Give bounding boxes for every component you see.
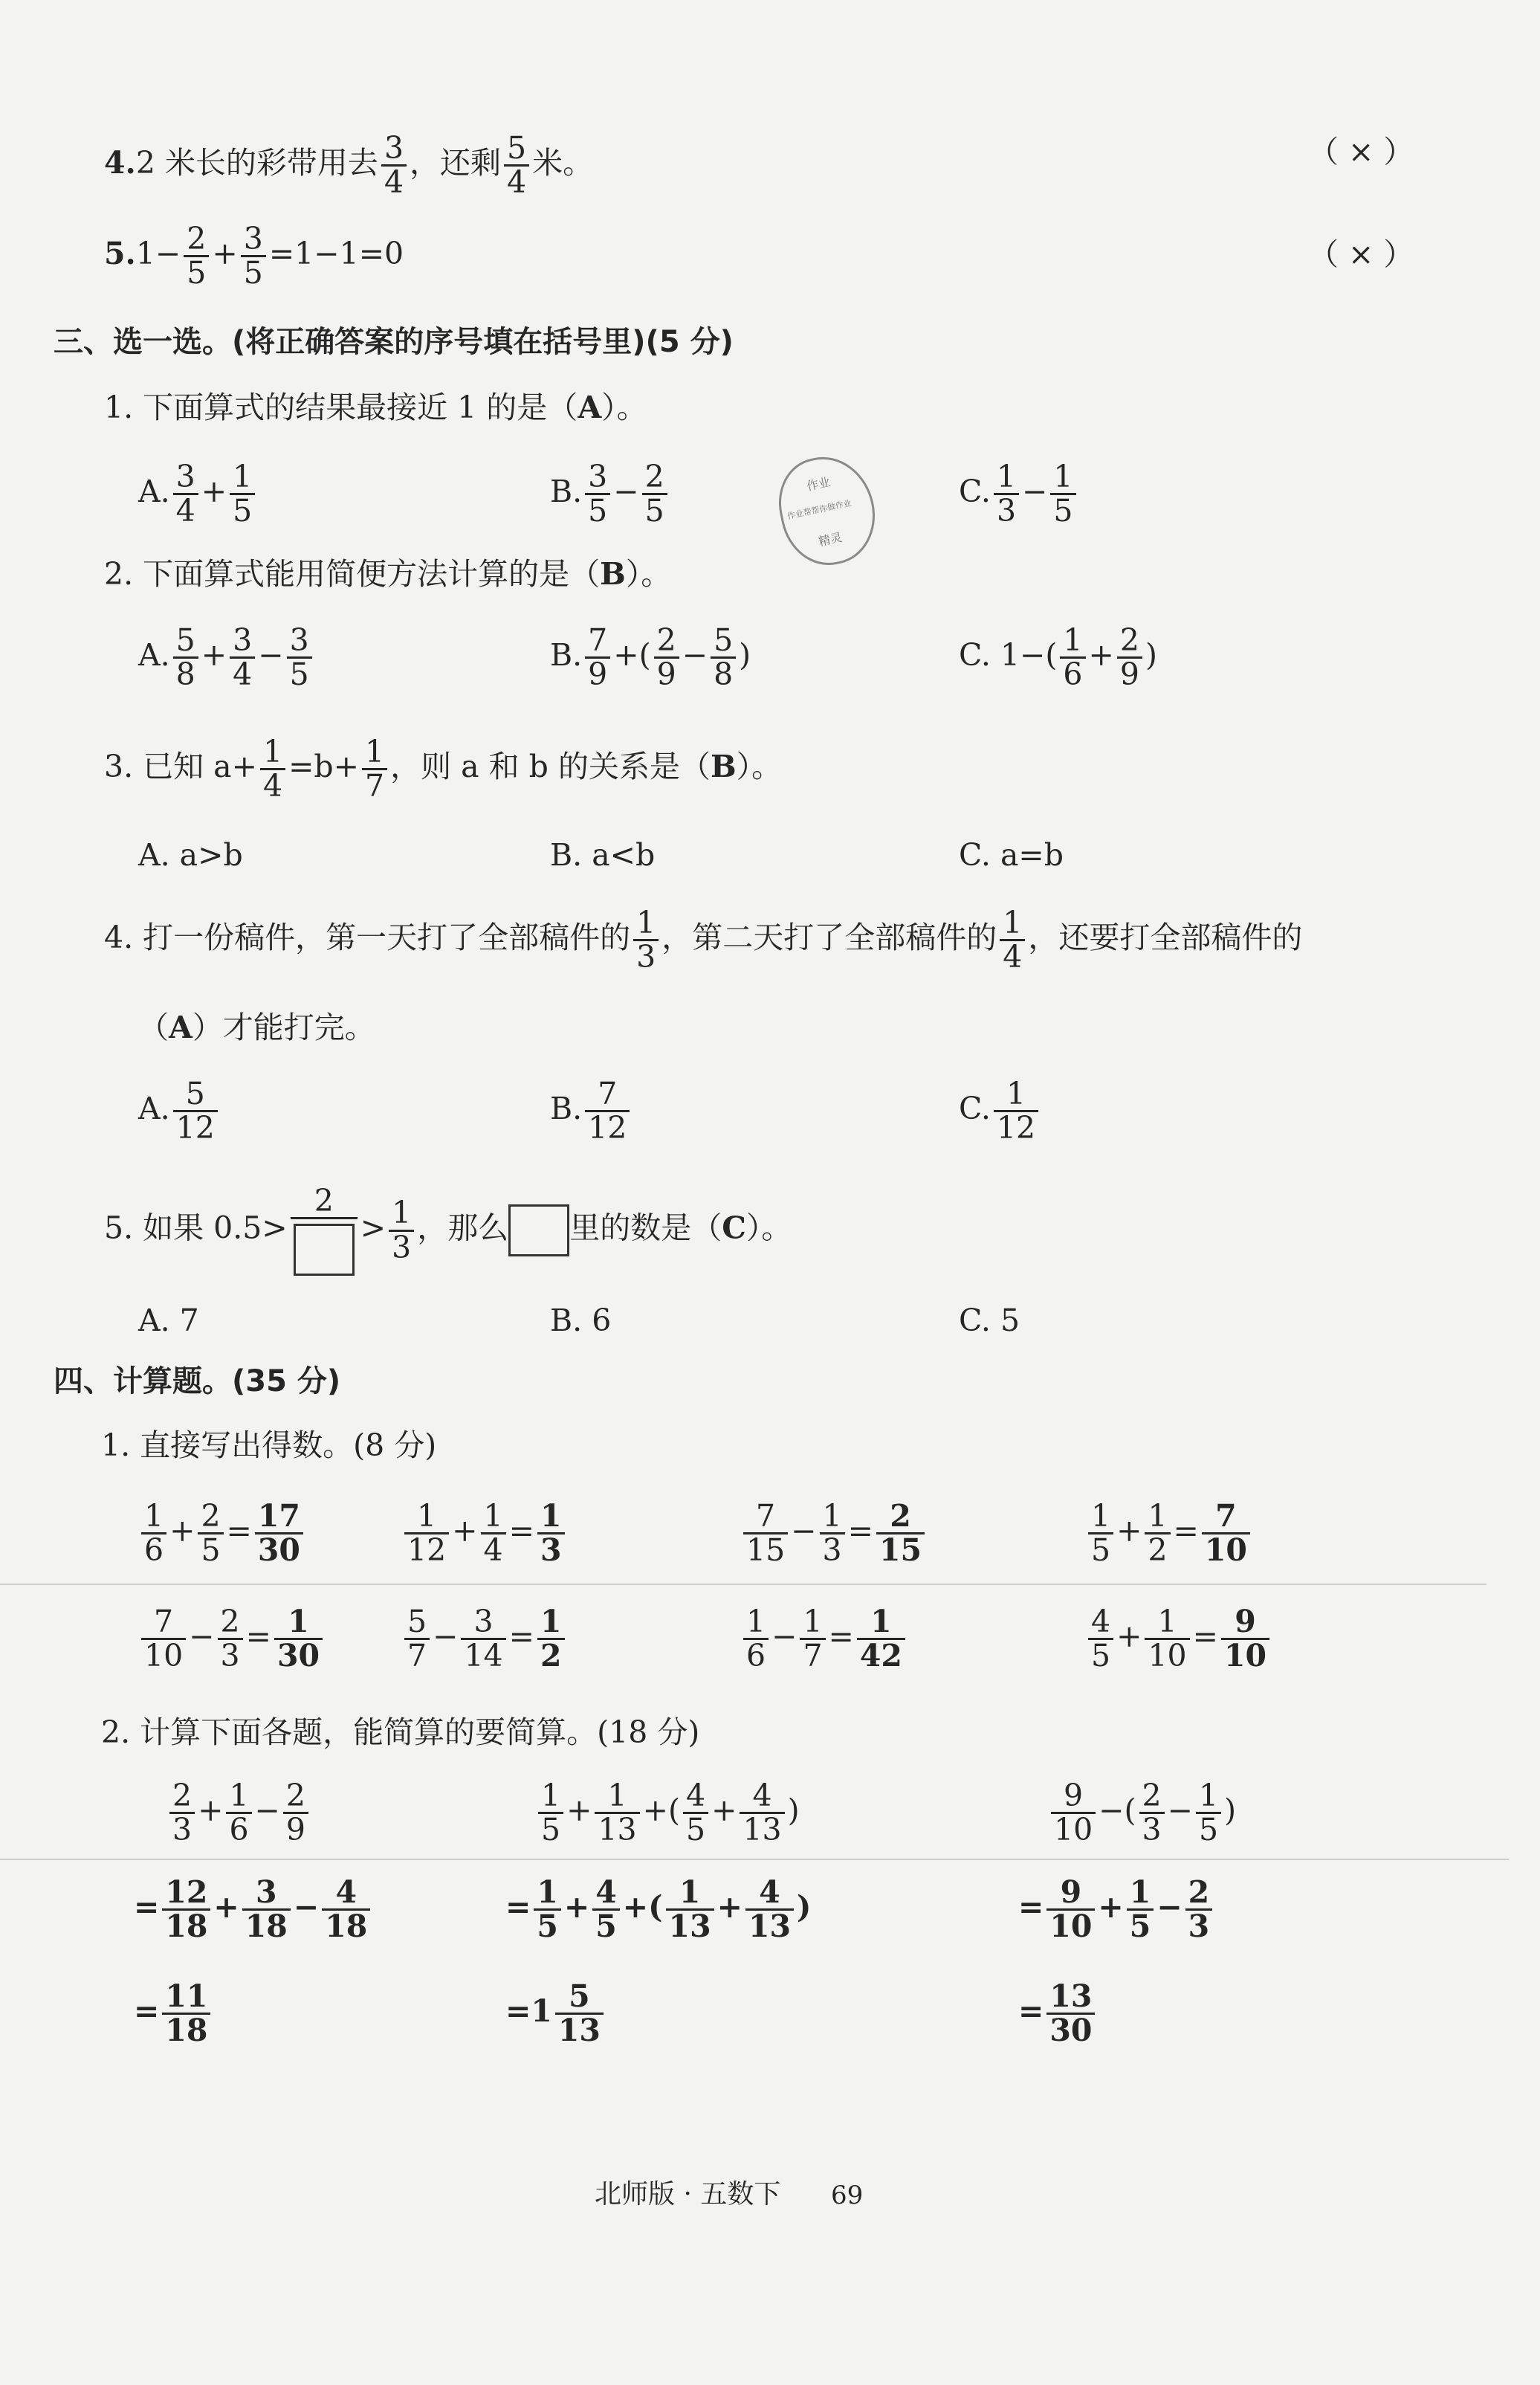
calc-part-1-title: 1. 直接写出得数。(8 分)	[101, 1427, 437, 1463]
q5-option-a: A. 7	[138, 1303, 199, 1338]
calc-3-step-1: = $\frac{9}{10}$ + $\frac{1}{5}$ − $\frac{2}{3}$	[1018, 1876, 1215, 1943]
q3-option-b: B. a<b	[550, 837, 656, 873]
choice-question-5: 5. 如果 0.5> 2 > $\frac{1}{3}$ ，那么 里的数是（C）。	[104, 1185, 792, 1276]
q1-option-c: C. $\frac{1}{3}$ − $\frac{1}{5}$	[959, 461, 1079, 527]
q2-option-a: A. $\frac{5}{8}$ + $\frac{3}{4}$ − $\frac{3}{5}$	[138, 625, 315, 691]
direct-calc-item: $\frac{1}{12}$ + $\frac{1}{4}$ = $\frac{1}{3}$	[401, 1500, 568, 1566]
choice-question-2: 2. 下面算式能用简便方法计算的是（B）。	[104, 556, 672, 592]
direct-calc-item: $\frac{7}{10}$ − $\frac{2}{3}$ = $\frac{1}{30}$	[138, 1606, 326, 1672]
answer-paren-5: （ × ）	[1308, 236, 1414, 272]
q2-option-c: C. 1−( $\frac{1}{6}$ + $\frac{2}{9}$ )	[959, 622, 1157, 693]
judge-question-5: 5.1− $\frac{2}{5}$ + $\frac{3}{5}$ =1−1=0	[104, 221, 404, 291]
direct-calc-item: $\frac{7}{15}$ − $\frac{1}{3}$ = $\frac{2}{15}$	[740, 1500, 928, 1566]
choice-question-4: 4. 打一份稿件，第一天打了全部稿件的 $\frac{1}{3}$ ，第二天打了全部稿件的 $\frac{1}{4}$ ，还要打全部稿件的	[104, 905, 1303, 975]
stamp-mid-text: 作业帮帮你做作业	[786, 498, 852, 522]
choice-question-1: 1. 下面算式的结果最接近 1 的是（A）。	[104, 390, 647, 425]
stamp-top-text: 作业	[805, 474, 832, 494]
judge-question-4: 4.2 米长的彩带用去 $\frac{3}{4}$ ，还剩 $\frac{5}{4}$ 米。	[104, 130, 594, 201]
section-3-title: 三、选一选。(将正确答案的序号填在括号里)(5 分)	[54, 325, 734, 359]
q1-option-a: A. $\frac{3}{4}$ + $\frac{1}{5}$	[138, 461, 258, 527]
q1-option-b: B. $\frac{3}{5}$ − $\frac{2}{5}$	[550, 461, 670, 527]
direct-calc-item: $\frac{1}{6}$ − $\frac{1}{7}$ = $\frac{1}{42}$	[740, 1606, 908, 1672]
calc-part-2-title: 2. 计算下面各题，能简算的要简算。(18 分)	[101, 1714, 700, 1750]
calc-2-step-1: = $\frac{1}{5}$ + $\frac{4}{5}$ +( $\frac{1}{13}$ + $\frac{4}{13}$ )	[505, 1874, 812, 1945]
q5-option-b: B. 6	[550, 1303, 612, 1338]
stamp-bottom-text: 精灵	[817, 529, 844, 549]
q4-option-b: B. $\frac{7}{12}$	[550, 1078, 632, 1144]
footer-textbook-label: 北师版 · 五数下	[595, 2179, 781, 2210]
calc-3-step-2: = $\frac{13}{30}$	[1018, 1981, 1098, 2047]
answer-paren-4: （ × ）	[1308, 134, 1414, 170]
calc-1-question: $\frac{2}{3}$ + $\frac{1}{6}$ − $\frac{2}{9}$	[166, 1780, 311, 1846]
direct-calc-item: $\frac{1}{5}$ + $\frac{1}{2}$ = $\frac{7}{10}$	[1085, 1500, 1253, 1566]
q4-option-c: C. $\frac{1}{12}$	[959, 1078, 1041, 1144]
calc-2-question: $\frac{1}{5}$ + $\frac{1}{13}$ +( $\frac{4}{5}$ + $\frac{4}{13}$ )	[535, 1780, 800, 1846]
blank-box	[508, 1204, 569, 1256]
fold-line	[0, 1584, 1486, 1585]
direct-calc-item: $\frac{4}{5}$ + $\frac{1}{10}$ = $\frac{9}{10}$	[1085, 1606, 1272, 1672]
q3-option-a: A. a>b	[138, 837, 243, 873]
q3-option-c: C. a=b	[959, 837, 1064, 873]
fold-line-2	[0, 1859, 1509, 1860]
page-number: 69	[831, 2181, 864, 2210]
direct-calc-item: $\frac{5}{7}$ − $\frac{3}{14}$ = $\frac{1}{2}$	[401, 1606, 568, 1672]
stamp-logo	[770, 448, 884, 573]
q2-option-b: B. $\frac{7}{9}$ +( $\frac{2}{9}$ − $\frac{5}{8}$ )	[550, 622, 751, 693]
q5-option-c: C. 5	[959, 1303, 1020, 1338]
choice-question-4-line2: （A）才能打完。	[138, 1010, 375, 1045]
calc-3-question: $\frac{9}{10}$ −( $\frac{2}{3}$ − $\frac{1}{5}$ )	[1048, 1780, 1236, 1846]
calc-2-step-2: =1 $\frac{5}{13}$	[505, 1981, 606, 2047]
section-4-title: 四、计算题。(35 分)	[54, 1364, 341, 1398]
calc-1-step-1: = $\frac{12}{18}$ + $\frac{3}{18}$ − $\frac{4}{18}$	[134, 1876, 373, 1943]
direct-calc-item: $\frac{1}{6}$ + $\frac{2}{5}$ = $\frac{17}{30}$	[138, 1500, 306, 1566]
blank-box-denominator	[294, 1224, 355, 1276]
choice-question-3: 3. 已知 a+ $\frac{1}{4}$ =b+ $\frac{1}{7}$ ，则 a 和 b 的关系是（B）。	[104, 734, 783, 804]
calc-1-step-2: = $\frac{11}{18}$	[134, 1981, 213, 2047]
q4-option-a: A. $\frac{5}{12}$	[138, 1078, 221, 1144]
